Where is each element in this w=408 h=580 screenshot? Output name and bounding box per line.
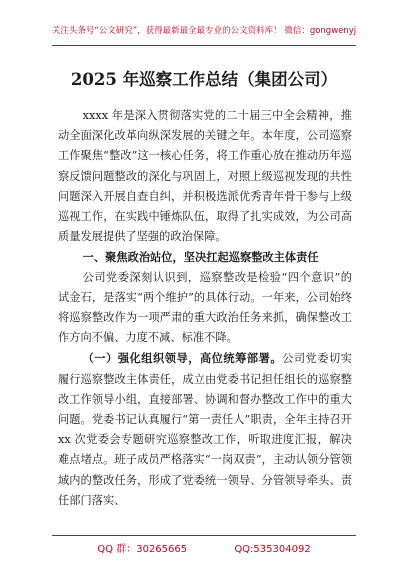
footer-contact bbox=[0, 540, 408, 555]
paragraph-subsection-1 bbox=[58, 348, 352, 511]
footer-divider bbox=[52, 535, 356, 536]
document-body bbox=[58, 106, 352, 511]
document-title: 2025 年巡察工作总结（集团公司） bbox=[70, 70, 338, 89]
footer-qq-number: QQ:535304092 bbox=[234, 544, 311, 555]
header-divider bbox=[52, 45, 356, 46]
subsection-text-1: 公司党委切实履行巡察整改主体责任，成立由党委书记担任组长的巡察整改工作领导小组，直接部署、协调和督办整改工作中的重大问题。党委书记认真履行“第一责任人”职责，全年主持召开 xx 次党委会专题研究巡察整改工作，听取进度汇报，解决难点堵点。班子成员严格落实“一岗双责”，主动认领分管领域内的整改任务，形成了党委统一领导、分管领导牵头、责任部门落实、 bbox=[58, 352, 352, 507]
footer-qq-group: QQ 群：30265665 bbox=[97, 544, 188, 555]
header-promo-note: 关注头条号“公文研究”，获得最新最全最专业的公文资料库！ 微信：gongwenyj bbox=[51, 26, 357, 36]
paragraph-intro: xxxx 年是深入贯彻落实党的二十届三中全会精神，推动全面深化改革向纵深发展的关键之年。本年度，公司巡察工作聚焦“整改”这一核心任务，将工作重心放在推动历年巡察反馈问题整改的深化与巩固上，对照上级巡视发现的共性问题深入开展自查自纠，并积极选派优秀青年骨干参与上级巡视工作，在实践中锤炼队伍，取得了扎实成效，为公司高质量发展提供了坚强的政治保障。 bbox=[58, 109, 352, 244]
subsection-heading-1: （一）强化组织领导，高位统筹部署。 bbox=[82, 351, 283, 366]
paragraph-section-1: 公司党委深刻认识到，巡察整改是检验“四个意识”的试金石，是落实“两个维护”的具体行动。一年来，公司始终将巡察整改作为一项严肃的重大政治任务来抓，确保整改工作方向不偏、力度不减、标准不降。 bbox=[58, 270, 352, 345]
section-heading-1: 一、聚焦政治站位，坚决扛起巡察整改主体责任 bbox=[82, 250, 319, 265]
